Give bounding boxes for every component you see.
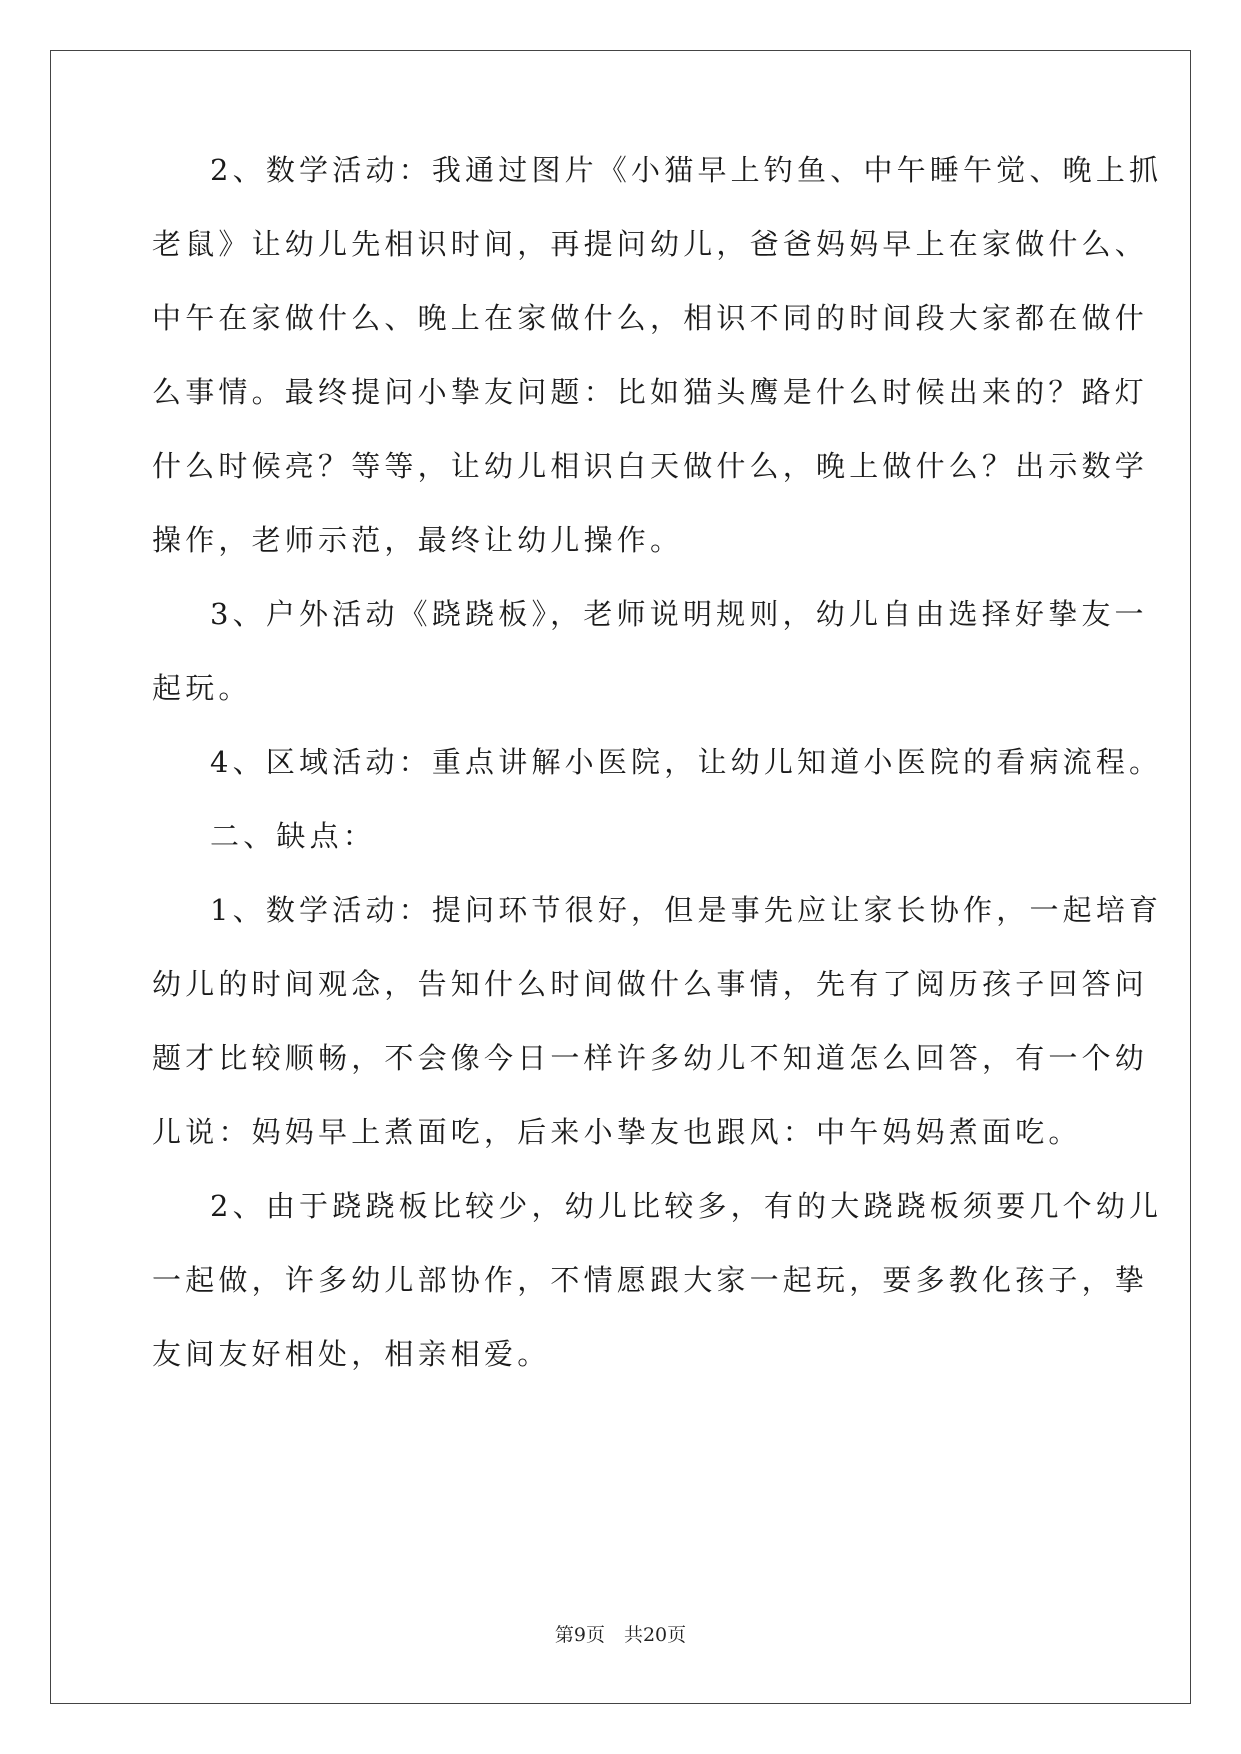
paragraph-shortcoming-2-line-1: 2、由于跷跷板比较少，幼儿比较多，有的大跷跷板须要几个幼儿 xyxy=(210,1189,1163,1223)
paragraph-shortcoming-1-line-2: 幼儿的时间观念，告知什么时间做什么事情，先有了阅历孩子回答问 xyxy=(152,967,1149,1001)
paragraph-shortcoming-1-line-3: 题才比较顺畅，不会像今日一样许多幼儿不知道怎么回答，有一个幼 xyxy=(152,1041,1149,1075)
page-number-footer: 第9页 共20页 xyxy=(554,1624,687,1646)
paragraph-shortcoming-2-line-3: 友间友好相处，相亲相爱。 xyxy=(152,1337,551,1371)
paragraph-area-activity: 4、区域活动：重点讲解小医院，让幼儿知道小医院的看病流程。 xyxy=(210,745,1163,779)
paragraph-shortcoming-1-line-1: 1、数学活动：提问环节很好，但是事先应让家长协作，一起培育 xyxy=(210,893,1163,927)
paragraph-math-activity-line-4: 么事情。最终提问小挚友问题：比如猫头鹰是什么时候出来的？路灯 xyxy=(152,375,1149,409)
paragraph-math-activity-line-3: 中午在家做什么、晚上在家做什么，相识不同的时间段大家都在做什 xyxy=(152,301,1149,335)
paragraph-math-activity-line-5: 什么时候亮？等等，让幼儿相识白天做什么，晚上做什么？出示数学 xyxy=(152,449,1149,483)
paragraph-shortcoming-1-line-4: 儿说：妈妈早上煮面吃，后来小挚友也跟风：中午妈妈煮面吃。 xyxy=(152,1115,1082,1149)
paragraph-outdoor-line-2: 起玩。 xyxy=(152,671,252,705)
paragraph-outdoor-line-1: 3、户外活动《跷跷板》，老师说明规则，幼儿自由选择好挚友一 xyxy=(210,597,1148,631)
paragraph-math-activity-line-6: 操作，老师示范，最终让幼儿操作。 xyxy=(152,523,684,557)
paragraph-shortcoming-2-line-2: 一起做，许多幼儿部协作，不情愿跟大家一起玩，要多教化孩子，挚 xyxy=(152,1263,1149,1297)
paragraph-math-activity-line-1: 2、数学活动：我通过图片《小猫早上钓鱼、中午睡午觉、晚上抓 xyxy=(210,153,1163,187)
paragraph-math-activity-line-2: 老鼠》让幼儿先相识时间，再提问幼儿，爸爸妈妈早上在家做什么、 xyxy=(152,227,1149,261)
section-heading-shortcomings: 二、缺点： xyxy=(210,819,377,853)
